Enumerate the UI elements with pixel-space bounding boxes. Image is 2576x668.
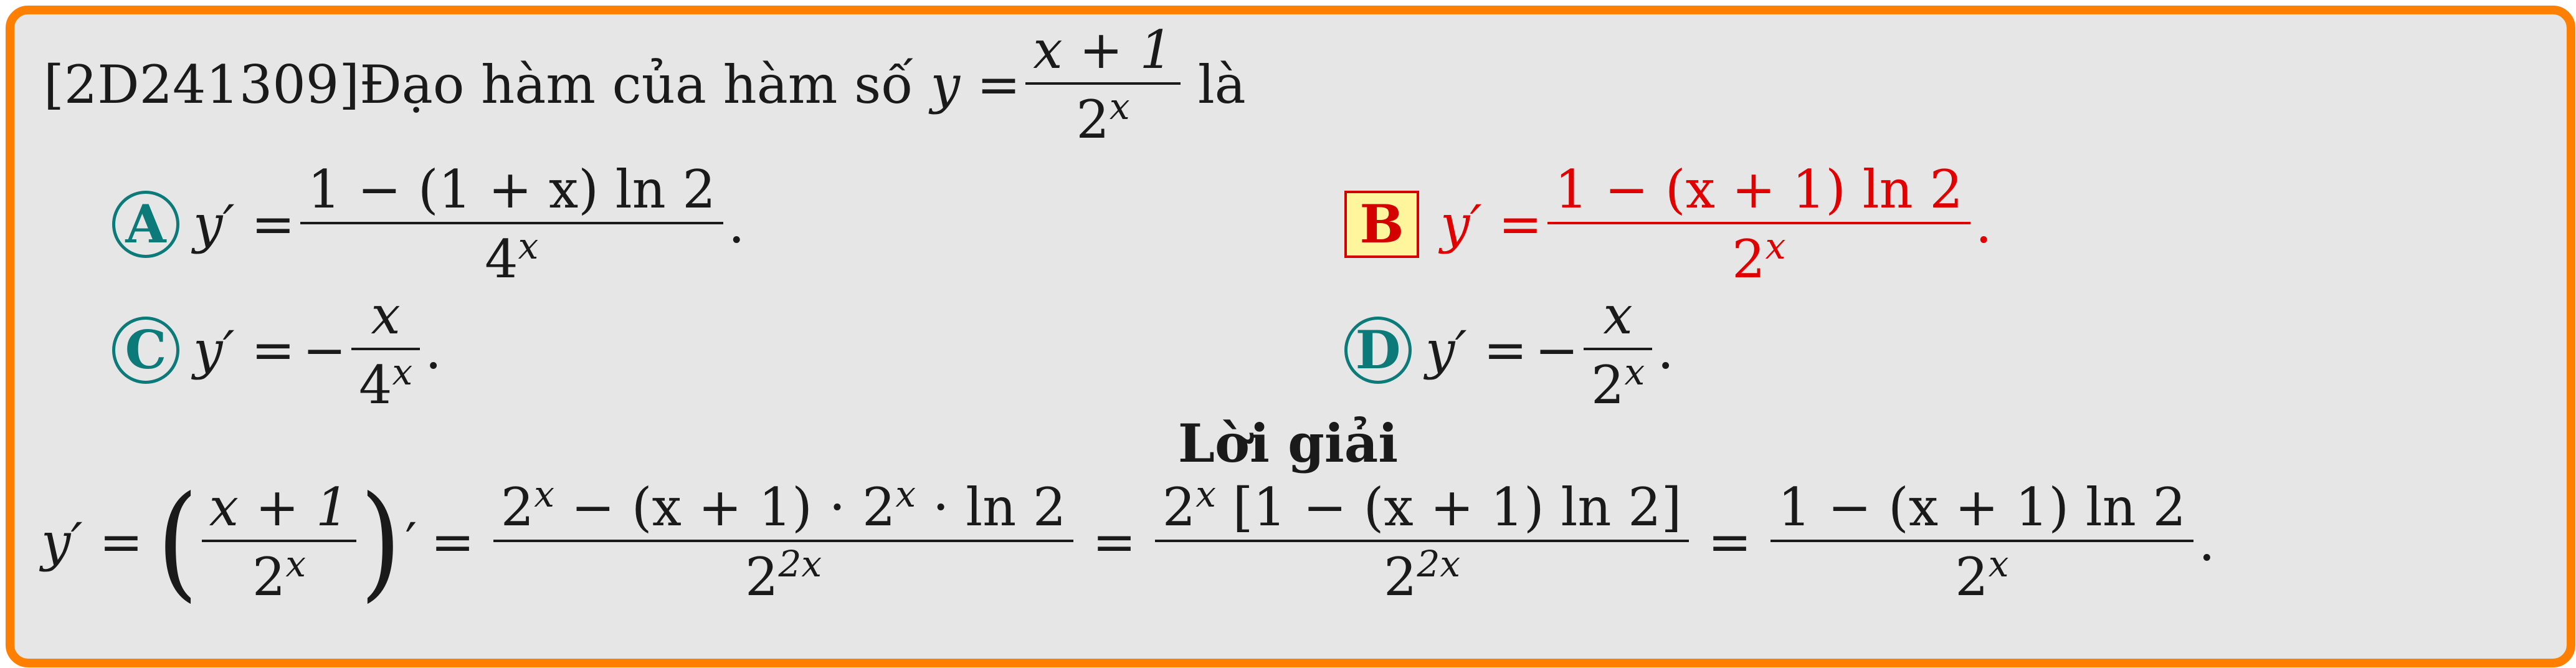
solution-frac-2-num-b: − (x + 1) · 2 [554,477,896,538]
solution-frac-2-num-a: 2 [500,477,535,538]
option-c-exp: x [392,351,413,393]
question-tail: là [1197,54,1246,115]
option-d-end: . [1657,320,1674,381]
solution-eq-1: = [430,512,475,573]
solution-equation: y′ = ( $\frac{x + 1}{2^x}$ ) ′ = $\frac{2^x - (x + 1) \cdot 2^x \cdot \ln 2}{2^{2x}}$ = $\frac{2^x [1 - (x + 1) \ln 2]}{2^{2x}}$ = $\frac{1 - (x + 1) \ln 2}{2^x}$ . [41,469,2215,614]
option-a-den: 4 [485,229,518,290]
solution-frac-3-den: 2 [1384,546,1417,608]
solution-frac-2-num-b-exp: x [895,473,916,515]
solution-frac-2-num-c: · ln 2 [916,477,1067,538]
option-b-lhs: y′ = [1440,194,1542,255]
solution-frac-2-den: 2 [745,546,779,608]
option-b-end: . [1975,194,1992,255]
option-c-lhs: y′ = [193,320,295,381]
question-line [44,19,1246,150]
option-a-fraction [300,159,723,290]
solution-title: Lời giải [1177,413,1399,474]
option-c-prefix: − [302,320,347,381]
solution-frac-2 [493,473,1074,608]
option-a-label[interactable]: A [112,191,179,258]
question-stem: Đạo hàm của hàm số [359,54,913,115]
option-c-den: 4 [359,355,392,416]
solution-frac-1-num: x + 1 [209,477,349,538]
option-a-lhs: y′ = [193,194,295,255]
option-c-fraction [351,285,420,416]
option-d-exp: x [1624,351,1645,393]
solution-eq-2: = [1092,512,1136,573]
solution-frac-4-num: 1 − (x + 1) ln 2 [1777,477,2186,538]
question-frac-exp: x [1109,85,1130,128]
question-code: [2D241309] [44,54,359,115]
solution-frac-1 [202,477,357,608]
solution-frac-4-den-exp: x [1988,543,2009,585]
solution-end: . [2198,512,2215,573]
option-a-num: 1 − (1 + x) ln 2 [307,159,716,220]
option-a-end: . [728,194,745,255]
option-b-fraction [1547,159,1970,290]
option-b-label[interactable]: B [1344,191,1419,258]
solution-frac-2-den-exp: 2x [778,543,822,585]
option-d[interactable] [1344,285,1674,416]
option-c[interactable] [112,285,442,416]
solution-frac-3-num-a: 2 [1162,477,1196,538]
option-b-exp: x [1765,225,1786,267]
option-d-num: x [1603,285,1633,346]
option-d-den: 2 [1591,355,1625,416]
solution-frac-3 [1155,473,1690,608]
solution-frac-4-den: 2 [1955,546,1989,608]
option-b-num: 1 − (x + 1) ln 2 [1554,159,1963,220]
solution-frac-3-num-a-exp: x [1195,473,1216,515]
question-frac-num: x + 1 [1033,19,1173,80]
solution-frac-1-exp: x [285,543,307,585]
solution-eq-3: = [1708,512,1752,573]
option-b-den: 2 [1732,229,1766,290]
option-a-exp: x [518,225,539,267]
question-y-eq: y = [930,54,1021,115]
question-fraction [1025,19,1181,150]
solution-frac-2-num-a-exp: x [534,473,554,515]
question-frac-den: 2 [1076,89,1110,150]
solution-lhs: y′ = [41,512,143,573]
solution-frac-1-den: 2 [252,546,286,608]
option-b[interactable] [1344,159,1992,290]
option-a[interactable] [112,159,745,290]
solution-frac-3-den-exp: 2x [1417,543,1461,585]
option-d-prefix: − [1534,320,1579,381]
solution-frac-3-num-b: [1 − (x + 1) ln 2] [1215,477,1682,538]
option-d-lhs: y′ = [1425,320,1528,381]
option-d-fraction [1584,285,1652,416]
option-c-num: x [371,285,401,346]
option-c-end: . [425,320,442,381]
option-d-label[interactable]: D [1344,317,1412,384]
option-c-label[interactable]: C [112,317,179,384]
solution-frac-4 [1770,477,2193,608]
